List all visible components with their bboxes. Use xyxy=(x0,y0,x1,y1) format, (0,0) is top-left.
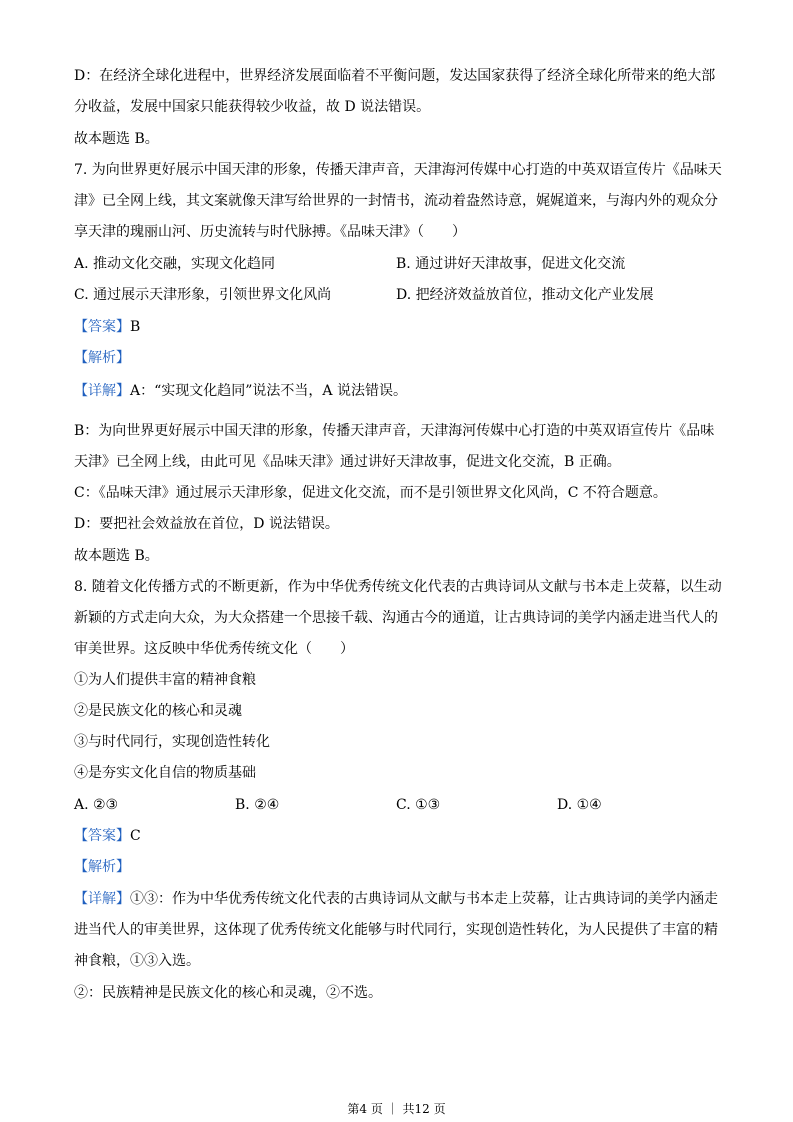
answer-label: 【答案】 xyxy=(74,319,130,335)
q7-analysis-label: 【解析】 xyxy=(74,350,130,366)
prev-option-d-line: D：在经济全球化进程中，世界经济发展面临着不平衡问题，发达国家获得了经济全球化所带来的绝大部 xyxy=(74,68,716,84)
q7-detail-c: C：《品味天津》通过展示天津形象，促进文化交流，而不是引领世界文化风尚，C 不符合题意。 xyxy=(74,485,667,501)
prev-option-d-line: 分收益，发展中国家只能获得较少收益，故 D 说法错误。 xyxy=(74,99,431,115)
q8-stem-line: 新颖的方式走向大众，为大众搭建一个思接千载、沟通古今的通道，让古典诗词的美学内涵走进当代人的 xyxy=(74,610,718,626)
q8-option-d: D. ①④ xyxy=(557,797,602,813)
q8-detail-line: 神食粮，①③入选。 xyxy=(74,953,200,969)
q7-option-d: D. 把经济效益放首位，推动文化产业发展 xyxy=(396,287,654,303)
q7-conclusion: 故本题选 B。 xyxy=(74,548,159,564)
answer-value: C xyxy=(130,828,141,844)
q8-answer xyxy=(74,826,141,846)
q8-option-b: B. ②④ xyxy=(235,797,280,813)
q8-detail-line xyxy=(74,889,718,909)
answer-label: 【答案】 xyxy=(74,828,130,844)
q8-analysis-label: 【解析】 xyxy=(74,859,130,875)
q8-item-3: ③与时代同行，实现创造性转化 xyxy=(74,734,270,750)
q8-item-2: ②是民族文化的核心和灵魂 xyxy=(74,703,242,719)
q7-detail-b-line: 天津》已全网上线，由此可见《品味天津》通过讲好天津故事，促进文化交流，B 正确。 xyxy=(74,454,621,470)
detail-label: 【详解】 xyxy=(74,891,130,907)
q8-item-4: ④是夯实文化自信的物质基础 xyxy=(74,765,256,781)
q7-option-b: B. 通过讲好天津故事，促进文化交流 xyxy=(396,256,626,272)
q8-option-c: C. ①③ xyxy=(396,797,441,813)
q7-stem-line: 津》已全网上线，其文案就像天津写给世界的一封情书，流动着盎然诗意，娓娓道来，与海内外的观众分 xyxy=(74,193,718,209)
answer-value: B xyxy=(130,319,141,335)
q7-option-a: A. 推动文化交融，实现文化趋同 xyxy=(74,256,276,272)
q8-stem-line: 审美世界。这反映中华优秀传统文化（ ） xyxy=(74,641,354,657)
detail-text: A：“实现文化趋同”说法不当，A 说法错误。 xyxy=(130,383,407,399)
page-footer: 第4 页 ｜ 共12 页 xyxy=(347,1102,446,1116)
q7-stem-line: 7. 为向世界更好展示中国天津的形象，传播天津声音，天津海河传媒中心打造的中英双语宣传片《品味天 xyxy=(74,162,722,178)
q7-answer xyxy=(74,317,140,337)
q8-item-1: ①为人们提供丰富的精神食粮 xyxy=(74,672,256,688)
q8-detail-line: 进当代人的审美世界，这体现了优秀传统文化能够与时代同行，实现创造性转化，为人民提供了丰富的精 xyxy=(74,922,718,938)
q7-stem-line: 享天津的瑰丽山河、历史流转与时代脉搏。《品味天津》（ ） xyxy=(74,224,466,240)
q7-detail-b-line: B：为向世界更好展示中国天津的形象，传播天津声音，天津海河传媒中心打造的中英双语宣传片《品味 xyxy=(74,423,715,439)
q7-detail-a xyxy=(74,381,407,401)
q8-stem-line: 8. 随着文化传播方式的不断更新，作为中华优秀传统文化代表的古典诗词从文献与书本走上荧幕，以生动 xyxy=(74,579,722,595)
q7-detail-d: D：要把社会效益放在首位，D 说法错误。 xyxy=(74,516,339,532)
q8-detail-line: ②：民族精神是民族文化的核心和灵魂，②不选。 xyxy=(74,985,382,1001)
detail-text: ①③：作为中华优秀传统文化代表的古典诗词从文献与书本走上荧幕，让古典诗词的美学内涵走 xyxy=(130,891,718,907)
q8-option-a: A. ②③ xyxy=(74,797,119,813)
q7-option-c: C. 通过展示天津形象，引领世界文化风尚 xyxy=(74,287,332,303)
detail-label: 【详解】 xyxy=(74,383,130,399)
prev-conclusion: 故本题选 B。 xyxy=(74,131,159,147)
